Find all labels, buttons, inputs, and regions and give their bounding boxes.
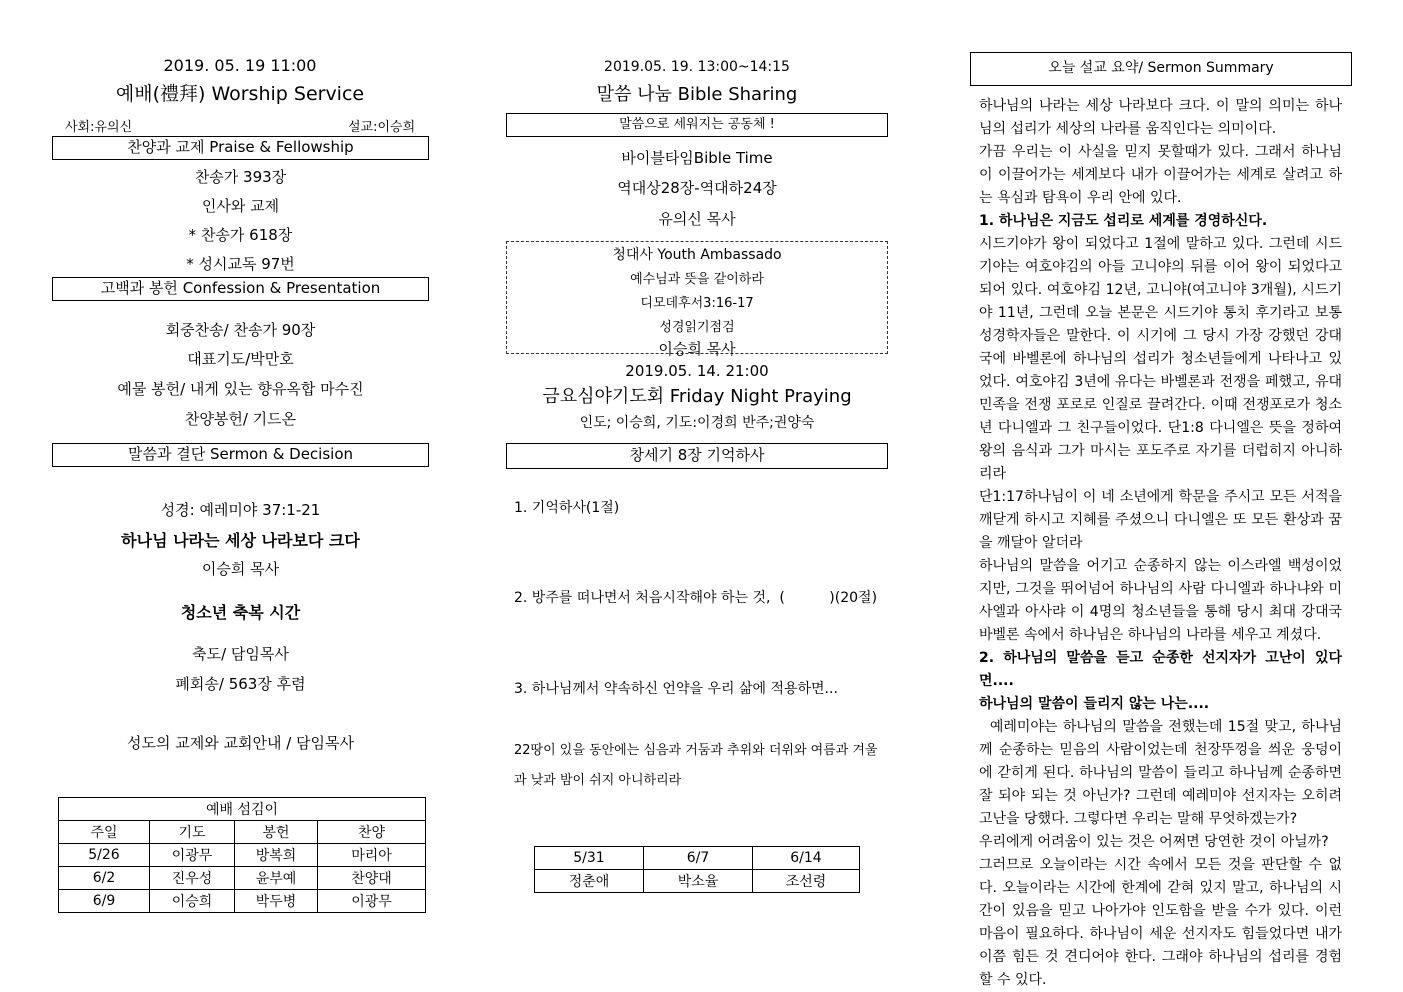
column-header: 기도 <box>150 821 235 844</box>
summary-heading: 2. 하나님의 말씀을 듣고 순종한 선지자가 고난이 있다면.... <box>979 650 1342 689</box>
table-header-row <box>59 821 426 844</box>
service-title: 예배(禮拜) Worship Service <box>115 83 365 105</box>
announcements: 성도의 교제와 교회안내 / 담임목사 <box>127 734 354 752</box>
friday-date: 2019.05. 14. 21:00 <box>625 362 769 380</box>
praise-item: 찬송가 393장 <box>194 168 287 186</box>
confession-item: 대표기도/박만호 <box>187 350 294 368</box>
table-cell: 이광무 <box>150 844 235 867</box>
table-cell: 박두병 <box>235 890 318 913</box>
friday-schedule-table <box>534 846 860 893</box>
table-caption-row <box>59 798 426 821</box>
confession-item: 예물 봉헌/ 내게 있는 향유옥합 마수진 <box>117 380 364 398</box>
confession-item: 찬양봉헌/ 기드온 <box>184 410 297 428</box>
youth-line: 디모데후서3:16-17 <box>640 296 754 311</box>
youth-line: 예수님과 뜻을 같이하라 <box>630 272 764 287</box>
praise-item: 인사와 교제 <box>201 197 280 215</box>
praise-item: * 찬송가 618장 <box>188 226 293 244</box>
youth-ambassador-box <box>506 241 888 358</box>
bible-time: 바이블타임Bible Time <box>621 149 773 167</box>
table-cell: 정춘애 <box>535 870 644 893</box>
sermon-title: 하나님 나라는 세상 나라보다 크다 <box>121 531 360 550</box>
praise-header: 찬양과 교제 Praise & Fellowship <box>52 136 429 160</box>
youth-blessing: 청소년 축복 시간 <box>180 603 301 622</box>
study-header: 창세기 8장 기억하사 <box>506 443 888 469</box>
summary-paragraph: 예레미야는 하나님의 말씀을 전했는데 15절 맞고, 하나님께 순종하는 믿음의 사람이었는데 천장뚜껑을 씌운 웅덩이에 갇히게 된다. 하나님의 말씀이 들리고 하나님께 순종하면 잘 되야 되는 것 아닌가? 그런데 예레미야 선지자는 오히려 고난을 당했다. 그렇다면 우리는 말해 무엇하겠는가? <box>979 719 1347 827</box>
praise-item: * 성시교독 97번 <box>186 255 295 273</box>
preacher: 설교:이승희 <box>348 120 416 135</box>
bible-range: 역대상28장-역대하24장 <box>617 179 777 197</box>
question-1: 1. 기억하사(1절) <box>514 500 620 516</box>
summary-header: 오늘 설교 요약/ Sermon Summary <box>970 52 1352 86</box>
table-row <box>59 844 426 867</box>
benediction: 축도/ 담임목사 <box>192 645 289 663</box>
confession-item: 회중찬송/ 찬송가 90장 <box>165 321 316 339</box>
summary-paragraph: 가끔 우리는 이 사실을 믿지 못할때가 있다. 그래서 하나님이 이끌어가는 세계보다 내가 이끌어가는 세계로 살려고 하는 욕심과 탐욕이 우리 안에 있다. <box>979 144 1342 206</box>
youth-line: 성경읽기점검 <box>659 320 735 335</box>
table-cell: 진우성 <box>150 867 235 890</box>
summary-heading: 하나님의 말씀이 들리지 않는 나는.... <box>979 696 1210 712</box>
presider: 사회:유의신 <box>65 120 133 135</box>
sermon-preacher: 이승희 목사 <box>201 560 280 578</box>
table-cell: 방복희 <box>235 844 318 867</box>
youth-line: 이승희 목사 <box>658 340 736 358</box>
table-row <box>535 847 860 870</box>
memory-verse: 22땅이 있을 동안에는 심음과 거둠과 추위와 더위와 여름과 겨울과 낮과 밤이 쉬지 아니하리라 <box>514 743 878 788</box>
bible-leader: 유의신 목사 <box>658 210 736 228</box>
summary-paragraph: 그러므로 오늘이라는 시간 속에서 모든 것을 판단할 수 없다. 오늘이라는 시간에 한계에 갇혀 있지 말고, 하나님의 시간이 있음을 믿고 나아가야 인도함을 받을 수가 있다. 이런 마음이 필요하다. 하나님이 세운 선지자도 힘들었다면 내가 이쯤 힘든 것 견디어야 한다. 그래야 하나님의 섭리를 경험할 수 있다. <box>979 857 1342 988</box>
column-header: 주일 <box>59 821 150 844</box>
summary-heading: 1. 하나님은 지금도 섭리로 세계를 경영하신다. <box>979 213 1268 229</box>
scripture: 성경: 예레미야 37:1-21 <box>160 501 321 519</box>
summary-paragraph: 하나님의 말씀을 어기고 순종하지 않는 이스라엘 백성이었지만, 그것을 뛰어넘어 하나님의 사람 다니엘과 하나냐와 미사엘과 아사랴 이 4명의 청소년들을 통해 당시 최대 강대국 바벨론 속에서 하나님은 하나님의 나라를 세우고 계셨다. <box>979 558 1342 643</box>
table-cell: 6/2 <box>59 867 150 890</box>
table-cell: 5/26 <box>59 844 150 867</box>
friday-roles: 인도; 이승희, 기도:이경희 반주;권양숙 <box>579 415 815 431</box>
sermon-header: 말씀과 결단 Sermon & Decision <box>52 443 429 467</box>
motto-box: 말씀으로 세워지는 공동체 ! <box>506 113 888 137</box>
summary-paragraph: 시드기야가 왕이 되었다고 1절에 말하고 있다. 그런데 시드기야는 여호야김의 아들 고니야의 뒤를 이어 왕이 되었다고 되어 있다. 여호야김 12년, 고니야(여고니야 3개월), 시드기야 11년, 그런데 오늘 본문은 시드기야 통치 후기라고 보통 성경학자들은 말한다. 이 시기에 그 당시 가장 강했던 강대국에 바벨론에 하나님의 섭리가 청소년들에게 나타나고 있었다. 여호야김 3년에 유다는 바벨론과 전쟁을 페했고, 유대민족을 전쟁 포로로 인질로 끌려간다. 이때 전쟁포로가 청소년 다니엘과 그 친구들이었다. 단1:8 다니엘은 뜻을 정하여 왕의 음식과 그가 마시는 포도주로 자기를 더럽히지 아니하리라 <box>979 236 1342 482</box>
table-cell: 조선령 <box>753 870 860 893</box>
table-cell: 이승희 <box>150 890 235 913</box>
table-cell: 5/31 <box>535 847 644 870</box>
column-header: 봉헌 <box>235 821 318 844</box>
summary-paragraph: 단1:17하나님이 이 네 소년에게 학문을 주시고 모든 서적을 깨닫게 하시고 지혜를 주셨으니 다니엘은 또 모든 환상과 꿈을 깨달아 알더라 <box>979 489 1342 551</box>
table-row <box>59 890 426 913</box>
service-schedule-table <box>58 797 426 913</box>
table-row <box>59 867 426 890</box>
question-2: 2. 방주를 떠나면서 처음시작해야 하는 것, ( )(20절) <box>514 590 878 606</box>
table-cell: 6/9 <box>59 890 150 913</box>
table-cell: 이광무 <box>318 890 426 913</box>
friday-title: 금요심야기도회 Friday Night Praying <box>542 386 852 407</box>
youth-title: 청대사 Youth Ambassado <box>612 247 782 263</box>
table-cell: 6/7 <box>644 847 753 870</box>
table-row <box>535 870 860 893</box>
question-3: 3. 하나님께서 약속하신 언약을 우리 삶에 적용하면... <box>514 681 838 697</box>
summary-paragraph: 우리에게 어려움이 있는 것은 어쩌면 당연한 것이 아닐까? <box>979 834 1329 850</box>
closing-hymn: 폐회송/ 563장 후렴 <box>175 675 306 693</box>
table-cell: 윤부예 <box>235 867 318 890</box>
table-cell: 찬양대 <box>318 867 426 890</box>
table-caption: 예배 섬김이 <box>59 798 426 821</box>
table-cell: 박소율 <box>644 870 753 893</box>
sermon-summary <box>979 95 1347 992</box>
table-cell: 6/14 <box>753 847 860 870</box>
table-cell: 마리아 <box>318 844 426 867</box>
service-date: 2019. 05. 19 11:00 <box>163 56 317 75</box>
confession-header: 고백과 봉헌 Confession & Presentation <box>52 277 429 301</box>
sharing-title: 말씀 나눔 Bible Sharing <box>596 84 798 105</box>
sharing-date: 2019.05. 19. 13:00~14:15 <box>604 59 790 75</box>
column-header: 찬양 <box>318 821 426 844</box>
summary-paragraph: 하나님의 나라는 세상 나라보다 크다. 이 말의 의미는 하나님의 섭리가 세상의 나라를 움직인다는 의미이다. <box>979 98 1342 137</box>
